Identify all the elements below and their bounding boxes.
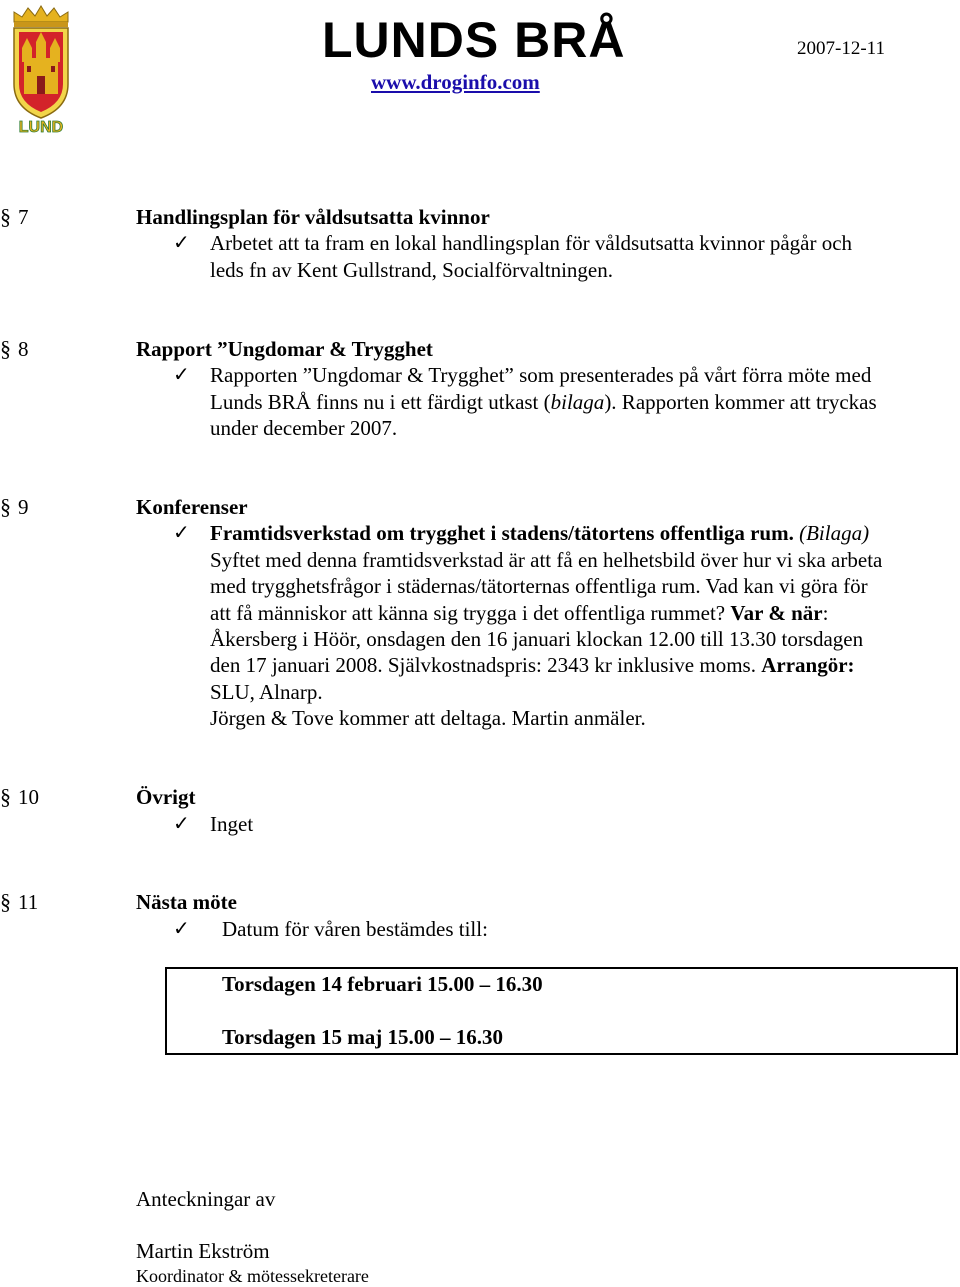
section-9-line-5: Åkersberg i Höör, onsdagen den 16 januari klockan 12.00 till 13.30 torsdagen [210,627,864,651]
section-9-line-3: med trygghetsfrågor i städernas/tätorternas offentliga rum. Vad kan vi göra för [210,574,868,598]
section-11-number: 11 [18,890,39,914]
section-9-line-4 [210,600,828,626]
section-symbol: § [0,204,11,229]
section-8-line-2 [210,389,877,415]
coat-of-arms-label: LUND [18,119,64,136]
var-nar-label: Var & när [730,601,823,625]
section-10-title: Övrigt [136,785,196,809]
meeting-date-2: Torsdagen 15 maj 15.00 – 16.30 [222,1025,503,1049]
checkmark-icon: ✓ [173,520,190,544]
notes-by-label: Anteckningar av [136,1187,276,1211]
checkmark-icon: ✓ [173,362,190,386]
section-9-line-7: SLU, Alnarp. [210,680,323,704]
section-symbol: § [0,336,11,361]
section-8-title: Rapport ”Ungdomar & Trygghet [136,337,433,361]
author-name: Martin Ekström [136,1239,270,1263]
meeting-date-1: Torsdagen 14 februari 15.00 – 16.30 [222,972,543,996]
line-text: Lunds BRÅ finns nu i ett färdigt utkast ( [210,390,551,414]
section-10-line: Inget [210,812,254,836]
section-9-number: 9 [18,495,29,519]
section-7-line-2: leds fn av Kent Gullstrand, Socialförvaltningen. [210,258,613,282]
bilaga-italic: (Bilaga) [793,521,870,545]
arrangor-label: Arrangör: [761,653,855,677]
section-7-line-1: Arbetet att ta fram en lokal handlingsplan för våldsutsatta kvinnor pågår och [210,231,853,255]
checkmark-icon: ✓ [173,916,190,940]
section-symbol: § [0,784,11,809]
page-title: LUNDS BRÅ [322,12,626,68]
section-8-line-1: Rapporten ”Ungdomar & Trygghet” som presenterades på vårt förra möte med [210,363,872,387]
author-role: Koordinator & mötessekreterare [136,1266,369,1286]
section-9-line-6 [210,652,855,678]
line-text: : [822,601,829,625]
lund-coat-of-arms [8,4,74,136]
section-9-line-8: Jörgen & Tove kommer att deltaga. Martin anmäler. [210,706,646,730]
section-7-number: 7 [18,205,29,229]
line-text: den 17 januari 2008. Självkostnadspris: 2343 kr inklusive moms. [210,653,762,677]
conference-title: Framtidsverkstad om trygghet i stadens/tätortens offentliga rum. [210,521,794,545]
section-9-title: Konferenser [136,495,248,519]
section-9-line-1 [210,520,869,546]
section-11-title: Nästa möte [136,890,237,914]
section-11-line: Datum för våren bestämdes till: [222,917,488,941]
section-9-line-2: Syftet med denna framtidsverkstad är att få en helhetsbild över hur vi ska arbeta [210,548,883,572]
section-8-line-3: under december 2007. [210,416,398,440]
section-7-title: Handlingsplan för våldsutsatta kvinnor [136,205,490,229]
droginfo-link[interactable]: www.droginfo.com [371,70,540,94]
bilaga-italic: bilaga [550,390,605,414]
section-symbol: § [0,889,11,914]
checkmark-icon: ✓ [173,811,190,835]
section-10-number: 10 [18,785,39,809]
section-symbol: § [0,494,11,519]
document-date: 2007-12-11 [797,38,885,59]
line-text: ). Rapporten kommer att tryckas [604,390,877,414]
section-8-number: 8 [18,337,29,361]
line-text: att få människor att känna sig trygga i det offentliga rummet? [210,601,731,625]
checkmark-icon: ✓ [173,230,190,254]
